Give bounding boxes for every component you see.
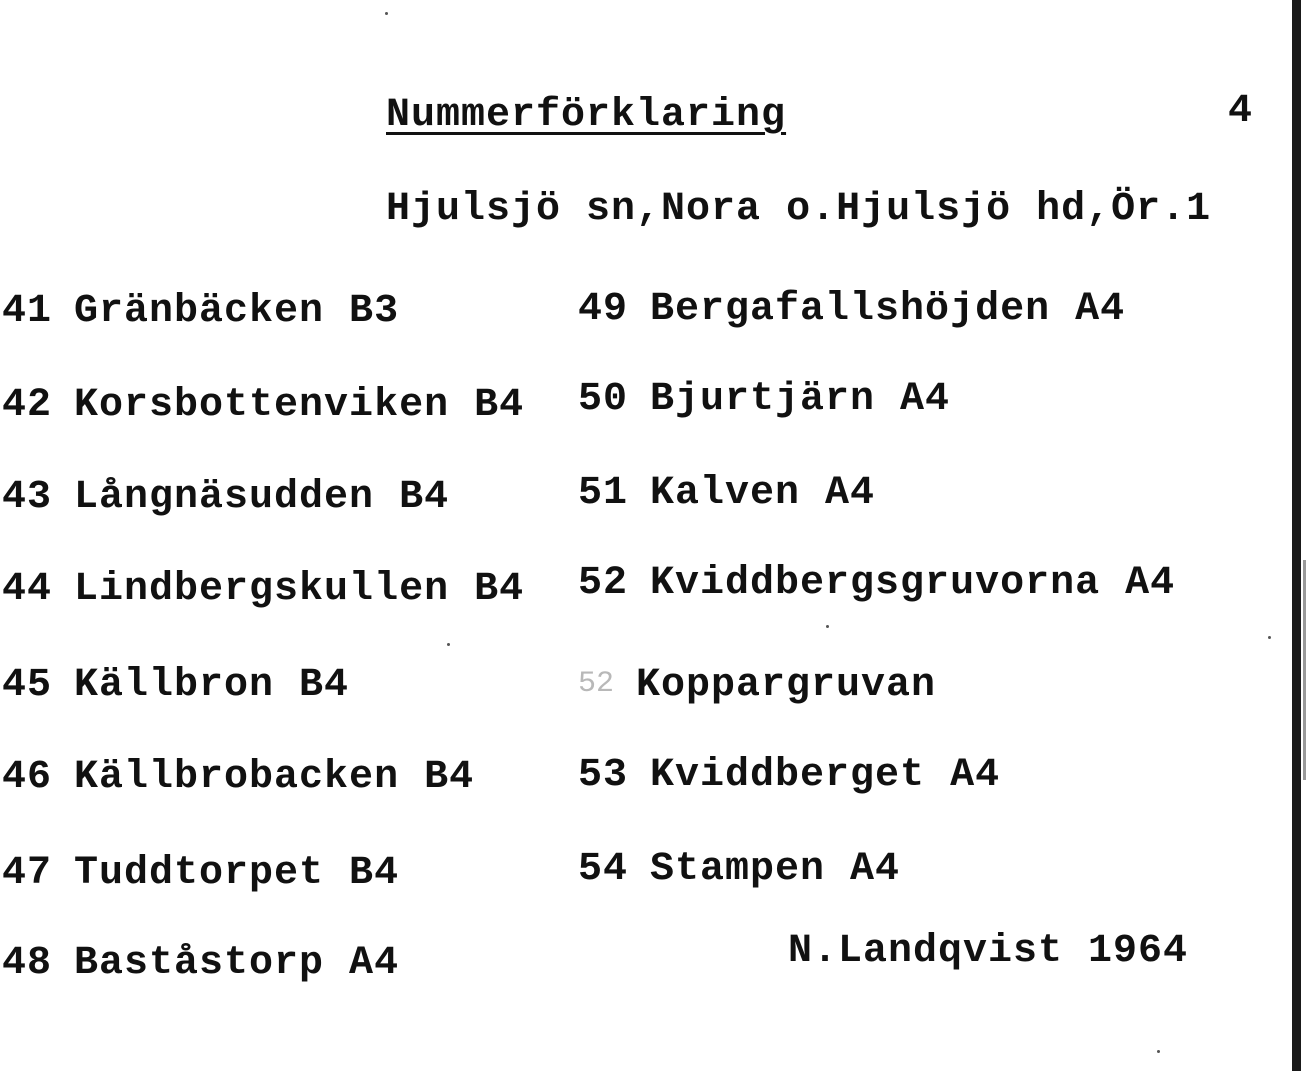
item-name: Kviddbergsgruvorna A4 [650, 561, 1176, 606]
item-number: 52 [578, 561, 629, 606]
item-name: Stampen A4 [650, 847, 901, 892]
item-number: 48 [2, 941, 53, 986]
list-item [2, 940, 399, 988]
scan-speck [1268, 636, 1271, 639]
list-item [2, 754, 474, 802]
list-item [578, 846, 900, 894]
item-name: Baståstorp A4 [74, 941, 400, 986]
page-number: 4 [1228, 89, 1254, 134]
item-number: 46 [2, 755, 53, 800]
item-number: 50 [578, 377, 629, 422]
list-item [2, 474, 449, 522]
item-number: 45 [2, 663, 53, 708]
item-name: Källbrobacken B4 [74, 755, 475, 800]
item-number: 43 [2, 475, 53, 520]
page-title: Nummerförklaring [386, 93, 787, 138]
item-number: 44 [2, 567, 53, 612]
item-number: 47 [2, 851, 53, 896]
item-name: Källbron B4 [74, 663, 350, 708]
item-name: Tuddtorpet B4 [74, 851, 400, 896]
item-number: 53 [578, 753, 629, 798]
scan-speck [447, 643, 450, 646]
item-number: 42 [2, 383, 53, 428]
item-name: Kalven A4 [650, 471, 876, 516]
item-name: Långnäsudden B4 [74, 475, 450, 520]
item-number: 54 [578, 847, 629, 892]
item-number: 52 [578, 667, 615, 701]
list-item [578, 660, 936, 710]
subtitle-parish: Hjulsjö sn,Nora o.Hjulsjö hd,Ör.1 [386, 187, 1212, 232]
scan-edge-border [1292, 0, 1301, 1071]
list-item [578, 752, 1000, 800]
item-number: 49 [578, 287, 629, 332]
list-item [578, 470, 875, 518]
item-name: Koppargruvan [636, 663, 937, 708]
item-number: 41 [2, 289, 53, 334]
scan-speck [826, 625, 829, 628]
list-item [578, 286, 1125, 334]
list-item [2, 850, 399, 898]
list-item [2, 566, 524, 614]
item-name: Bjurtjärn A4 [650, 377, 951, 422]
list-item [578, 376, 950, 424]
list-item [2, 662, 349, 710]
list-item [578, 560, 1175, 608]
item-name: Kviddberget A4 [650, 753, 1001, 798]
item-name: Korsbottenviken B4 [74, 383, 525, 428]
scan-speck [1157, 1050, 1160, 1053]
list-item [2, 288, 399, 336]
scan-edge-shadow [1303, 560, 1306, 780]
item-name: Lindbergskullen B4 [74, 567, 525, 612]
item-number: 51 [578, 471, 629, 516]
author-signature-line: N.Landqvist 1964 [788, 929, 1189, 974]
item-name: Bergafallshöjden A4 [650, 287, 1126, 332]
scan-speck [385, 12, 388, 15]
list-item [2, 382, 524, 430]
item-name: Gränbäcken B3 [74, 289, 400, 334]
